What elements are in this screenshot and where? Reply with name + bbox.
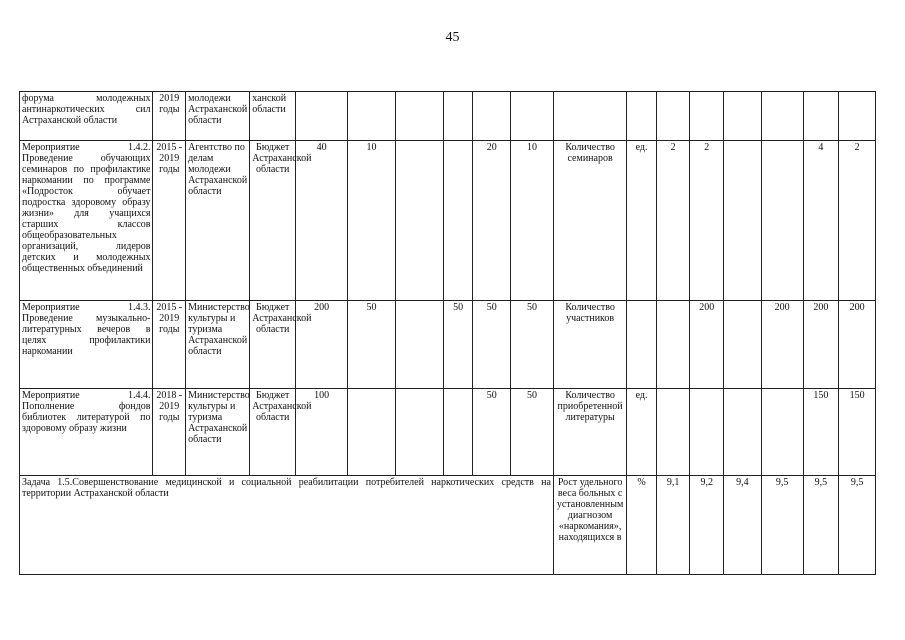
- task-cell: Задача 1.5.Совершенствование медицинской и социальной реабилитации потребителей наркотических средств на территории Астраханской области: [20, 476, 554, 575]
- table-row: [20, 92, 876, 141]
- indicator-value: 2: [839, 141, 876, 301]
- funding-cell: Бюджет Астраханской области: [250, 301, 296, 389]
- indicator-value: [690, 92, 724, 141]
- finance-2018: [473, 92, 511, 141]
- finance-2018: 50: [473, 301, 511, 389]
- indicator-value: 4: [803, 141, 839, 301]
- table-row: [20, 141, 876, 301]
- finance-total: 200: [296, 301, 348, 389]
- years-cell: 2015 - 2019 годы: [153, 301, 186, 389]
- indicator-value: 200: [761, 301, 803, 389]
- indicator-value: 200: [839, 301, 876, 389]
- indicator-value: [839, 92, 876, 141]
- finance-2015: 50: [348, 301, 396, 389]
- indicator-value: 9,2: [690, 476, 724, 575]
- activity-cell: Мероприятие 1.4.4. Пополнение фондов библиотек литературой по здоровому образу жизни: [20, 389, 153, 476]
- indicator-value: [761, 389, 803, 476]
- executor-cell: Агентство по делам молодежи Астраханской области: [186, 141, 250, 301]
- indicator-value: 150: [839, 389, 876, 476]
- indicator-value: [690, 389, 724, 476]
- finance-2019: [511, 92, 554, 141]
- finance-2017: [443, 92, 473, 141]
- finance-2015: 10: [348, 141, 396, 301]
- activity-cell: форума молодежных антинаркотических сил Астраханской области: [20, 92, 153, 141]
- indicator-value: 9,1: [656, 476, 690, 575]
- finance-2019: 10: [511, 141, 554, 301]
- indicator-cell: [553, 92, 626, 141]
- finance-2017: 50: [443, 301, 473, 389]
- finance-2017: [443, 141, 473, 301]
- table-row: [20, 301, 876, 389]
- finance-2016: [395, 141, 443, 301]
- unit-cell: ед.: [627, 141, 657, 301]
- unit-cell: [627, 301, 657, 389]
- funding-cell: Бюджет Астраханской области: [250, 389, 296, 476]
- indicator-value: 200: [690, 301, 724, 389]
- finance-2015: [348, 92, 396, 141]
- executor-cell: Министерство культуры и туризма Астраханской области: [186, 301, 250, 389]
- finance-2016: [395, 389, 443, 476]
- unit-cell: ед.: [627, 389, 657, 476]
- indicator-value: 150: [803, 389, 839, 476]
- indicator-value: 200: [803, 301, 839, 389]
- indicator-value: 2: [690, 141, 724, 301]
- indicator-value: [656, 389, 690, 476]
- indicator-value: 9,4: [724, 476, 762, 575]
- indicator-cell: Рост удельного веса больных с установленным диагнозом «наркомания», находящихся в: [553, 476, 626, 575]
- finance-2018: 20: [473, 141, 511, 301]
- indicator-value: [724, 92, 762, 141]
- finance-2017: [443, 389, 473, 476]
- years-cell: 2018 - 2019 годы: [153, 389, 186, 476]
- activity-cell: Мероприятие 1.4.2. Проведение обучающих семинаров по профилактике наркомании по программе «Подросток обучает подростка здоровому образу жизни» для учащихся старших классов общеобразовательных организаций, лидеров детских и молодежных общественных объединений: [20, 141, 153, 301]
- years-cell: 2019 годы: [153, 92, 186, 141]
- finance-2016: [395, 92, 443, 141]
- indicator-cell: Количество приобретенной литературы: [553, 389, 626, 476]
- finance-2016: [395, 301, 443, 389]
- indicator-value: [761, 141, 803, 301]
- funding-cell: Бюджет Астраханской области: [250, 141, 296, 301]
- finance-2015: [348, 389, 396, 476]
- program-table: [19, 91, 876, 575]
- indicator-value: 9,5: [761, 476, 803, 575]
- indicator-value: 9,5: [803, 476, 839, 575]
- executor-cell: Министерство культуры и туризма Астраханской области: [186, 389, 250, 476]
- table-row: [20, 389, 876, 476]
- page-number: 45: [445, 30, 460, 45]
- unit-cell: [627, 92, 657, 141]
- indicator-value: [803, 92, 839, 141]
- indicator-value: [761, 92, 803, 141]
- indicator-value: [724, 389, 762, 476]
- indicator-cell: Количество участников: [553, 301, 626, 389]
- indicator-value: [724, 141, 762, 301]
- indicator-value: [724, 301, 762, 389]
- finance-2019: 50: [511, 301, 554, 389]
- indicator-cell: Количество семинаров: [553, 141, 626, 301]
- activity-cell: Мероприятие 1.4.3. Проведение музыкально-литературных вечеров в целях профилактики наркомании: [20, 301, 153, 389]
- indicator-value: [656, 92, 690, 141]
- indicator-value: 9,5: [839, 476, 876, 575]
- years-cell: 2015 - 2019 годы: [153, 141, 186, 301]
- task-row: [20, 476, 876, 575]
- finance-total: [296, 92, 348, 141]
- executor-cell: молодежи Астраханской области: [186, 92, 250, 141]
- finance-2019: 50: [511, 389, 554, 476]
- indicator-value: [656, 301, 690, 389]
- indicator-value: 2: [656, 141, 690, 301]
- finance-total: 100: [296, 389, 348, 476]
- finance-total: 40: [296, 141, 348, 301]
- unit-cell: %: [627, 476, 657, 575]
- finance-2018: 50: [473, 389, 511, 476]
- funding-cell: ханской области: [250, 92, 296, 141]
